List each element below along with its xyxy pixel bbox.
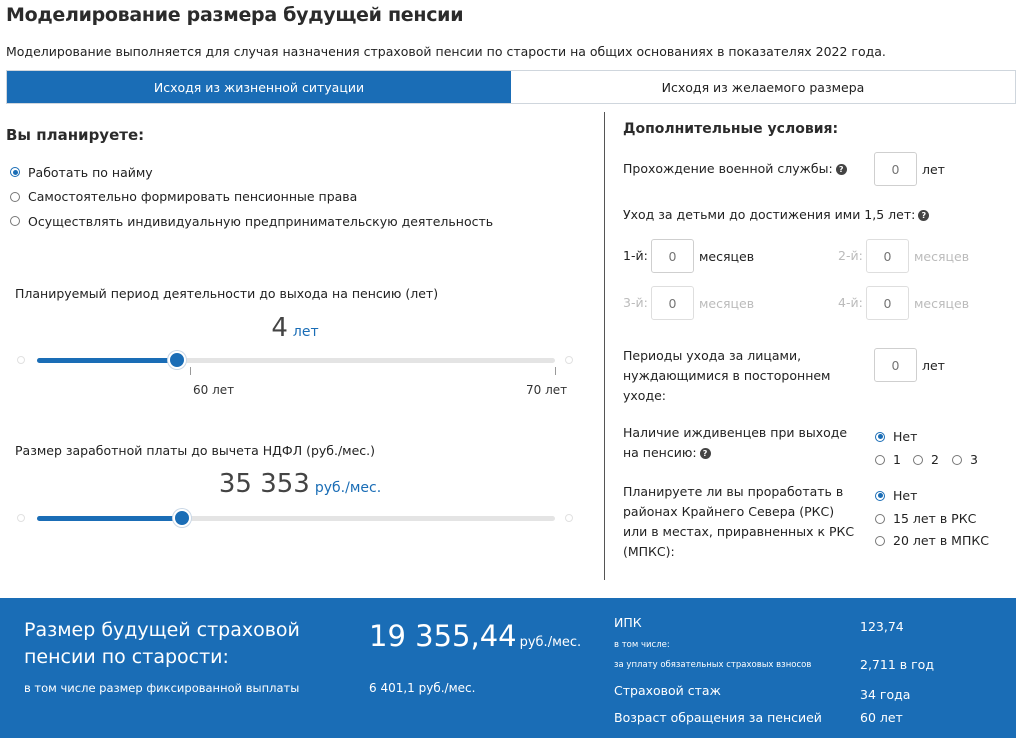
north-label-line: районах Крайнего Севера (РКС) xyxy=(623,504,835,519)
result-title-line: Размер будущей страховой xyxy=(24,619,300,641)
period-unit: лет xyxy=(292,324,319,340)
care-label-line: нуждающимися в постороннем xyxy=(623,368,831,383)
option-label: 1 xyxy=(893,452,901,467)
slider-min-dot xyxy=(17,356,25,364)
tab-life-situation[interactable]: Исходя из жизненной ситуации xyxy=(7,71,511,103)
stazh-label: Страховой стаж xyxy=(614,683,721,698)
salary-slider-fill xyxy=(37,516,182,521)
care-label-line: Периоды ухода за лицами, xyxy=(623,348,802,363)
military-unit: лет xyxy=(922,162,945,177)
child4-months-input[interactable] xyxy=(866,286,909,320)
tick-mark xyxy=(555,367,556,375)
radio-icon[interactable] xyxy=(875,514,885,524)
care-label xyxy=(623,346,853,406)
child3-unit: месяцев xyxy=(699,296,755,311)
age-label: Возраст обращения за пенсией xyxy=(614,710,822,725)
north-option-rks[interactable] xyxy=(875,511,976,526)
radio-icon[interactable] xyxy=(10,192,20,202)
radio-icon[interactable] xyxy=(913,455,923,465)
option-label: Нет xyxy=(893,488,918,503)
military-years-input[interactable] xyxy=(874,152,917,186)
child4-label: 4-й: xyxy=(838,295,863,310)
north-label-line: или в местах, приравненных к РКС xyxy=(623,524,855,539)
option-label: Осуществлять индивидуальную предпринимательскую деятельность xyxy=(28,213,494,229)
child2-months-input[interactable] xyxy=(866,239,909,273)
salary-unit: руб./мес. xyxy=(314,480,382,496)
column-divider xyxy=(604,112,605,580)
salary-number: 35 353 xyxy=(218,469,310,499)
child3-months-input[interactable] xyxy=(651,286,694,320)
page-subtitle: Моделирование выполняется для случая назначения страховой пенсии по старости на общих основаниях в показателях 2022 года. xyxy=(6,44,886,59)
care-unit: лет xyxy=(922,358,945,373)
dependents-option-2[interactable] xyxy=(913,452,939,467)
dependents-label-line: Наличие иждивенцев при выходе xyxy=(623,425,848,440)
care-years-input[interactable] xyxy=(874,348,917,382)
option-label: Работать по найму xyxy=(28,164,153,180)
fixed-payment-value: 6 401,1 руб./мес. xyxy=(369,681,476,695)
child1-unit: месяцев xyxy=(699,249,755,264)
child2-unit: месяцев xyxy=(914,249,970,264)
care-label-line: уходе: xyxy=(623,388,666,403)
north-label-line: Планируете ли вы проработать в xyxy=(623,484,844,499)
slider-min-dot xyxy=(17,514,25,522)
result-panel xyxy=(0,598,1016,738)
period-number: 4 xyxy=(271,313,288,343)
north-option-mpks[interactable] xyxy=(875,533,989,548)
salary-slider-knob[interactable] xyxy=(173,509,191,527)
activity-option-employment[interactable] xyxy=(10,160,493,185)
military-label-text: Прохождение военной службы: xyxy=(623,161,833,176)
tick-label-60: 60 лет xyxy=(193,383,235,397)
salary-value xyxy=(180,469,420,499)
stazh-value: 34 года xyxy=(860,687,911,702)
fixed-payment-label: в том числе размер фиксированной выплаты xyxy=(24,681,300,695)
child1-label: 1-й: xyxy=(623,248,648,263)
dependents-label-line xyxy=(623,443,863,463)
child1-months-input[interactable] xyxy=(651,239,694,273)
result-title-line: пенсии по старости: xyxy=(24,646,229,668)
option-label: 3 xyxy=(970,452,978,467)
slider-max-dot xyxy=(565,356,573,364)
slider-max-dot xyxy=(565,514,573,522)
activity-option-entrepreneur[interactable] xyxy=(10,209,493,234)
radio-icon[interactable] xyxy=(875,432,885,442)
radio-icon[interactable] xyxy=(875,536,885,546)
period-slider-label: Планируемый период деятельности до выхода на пенсию (лет) xyxy=(15,286,439,301)
north-label xyxy=(623,482,863,562)
childcare-label-text: Уход за детьми до достижения ими 1,5 лет: xyxy=(623,207,916,222)
dependents-label xyxy=(623,423,863,463)
pension-amount xyxy=(369,619,581,653)
help-icon[interactable]: ? xyxy=(836,164,847,175)
ipk-value: 123,74 xyxy=(860,619,904,634)
dependents-option-3[interactable] xyxy=(952,452,978,467)
contrib-value: 2,711 в год xyxy=(860,657,934,672)
help-icon[interactable]: ? xyxy=(700,448,711,459)
tick-label-70: 70 лет xyxy=(526,383,568,397)
period-slider-fill xyxy=(37,358,177,363)
north-label-line: (МПКС): xyxy=(623,544,675,559)
child3-label: 3-й: xyxy=(623,295,648,310)
dependents-option-none[interactable] xyxy=(875,429,917,444)
result-title xyxy=(24,617,324,671)
radio-icon[interactable] xyxy=(875,491,885,501)
child2-label: 2-й: xyxy=(838,248,863,263)
ipk-label: ИПК xyxy=(614,615,642,630)
option-label: Самостоятельно формировать пенсионные права xyxy=(28,189,358,205)
dependents-option-1[interactable] xyxy=(875,452,901,467)
incl-label: в том числе: xyxy=(614,640,670,650)
military-label xyxy=(623,159,847,179)
radio-icon[interactable] xyxy=(952,455,962,465)
period-value xyxy=(210,313,380,343)
help-icon[interactable]: ? xyxy=(918,210,929,221)
salary-slider-track[interactable] xyxy=(37,516,555,521)
activity-radio-group xyxy=(10,160,493,234)
tick-mark xyxy=(190,367,191,375)
option-label: 15 лет в РКС xyxy=(893,511,977,526)
childcare-label xyxy=(623,205,929,225)
period-slider-knob[interactable] xyxy=(168,351,186,369)
option-label: Нет xyxy=(893,429,918,444)
pension-amount-number: 19 355,44 xyxy=(369,619,517,653)
conditions-heading: Дополнительные условия: xyxy=(623,121,839,137)
option-label: 20 лет в МПКС xyxy=(893,533,989,548)
page-title: Моделирование размера будущей пенсии xyxy=(6,4,464,26)
child4-unit: месяцев xyxy=(914,296,970,311)
mode-tabs xyxy=(6,70,1016,104)
radio-icon[interactable] xyxy=(10,167,20,177)
option-label: 2 xyxy=(931,452,939,467)
dependents-label-text: на пенсию: xyxy=(623,445,697,460)
age-value: 60 лет xyxy=(860,710,903,725)
activity-option-self[interactable] xyxy=(10,185,493,210)
pension-amount-unit: руб./мес. xyxy=(519,635,582,650)
tab-desired-amount[interactable]: Исходя из желаемого размера xyxy=(511,71,1015,103)
contrib-label: за уплату обязательных страховых взносов xyxy=(614,660,812,670)
radio-icon[interactable] xyxy=(10,216,20,226)
north-option-none[interactable] xyxy=(875,488,917,503)
radio-icon[interactable] xyxy=(875,455,885,465)
plan-heading: Вы планируете: xyxy=(6,126,145,144)
salary-slider-label: Размер заработной платы до вычета НДФЛ (руб./мес.) xyxy=(15,443,376,458)
period-slider-track[interactable] xyxy=(37,358,555,363)
